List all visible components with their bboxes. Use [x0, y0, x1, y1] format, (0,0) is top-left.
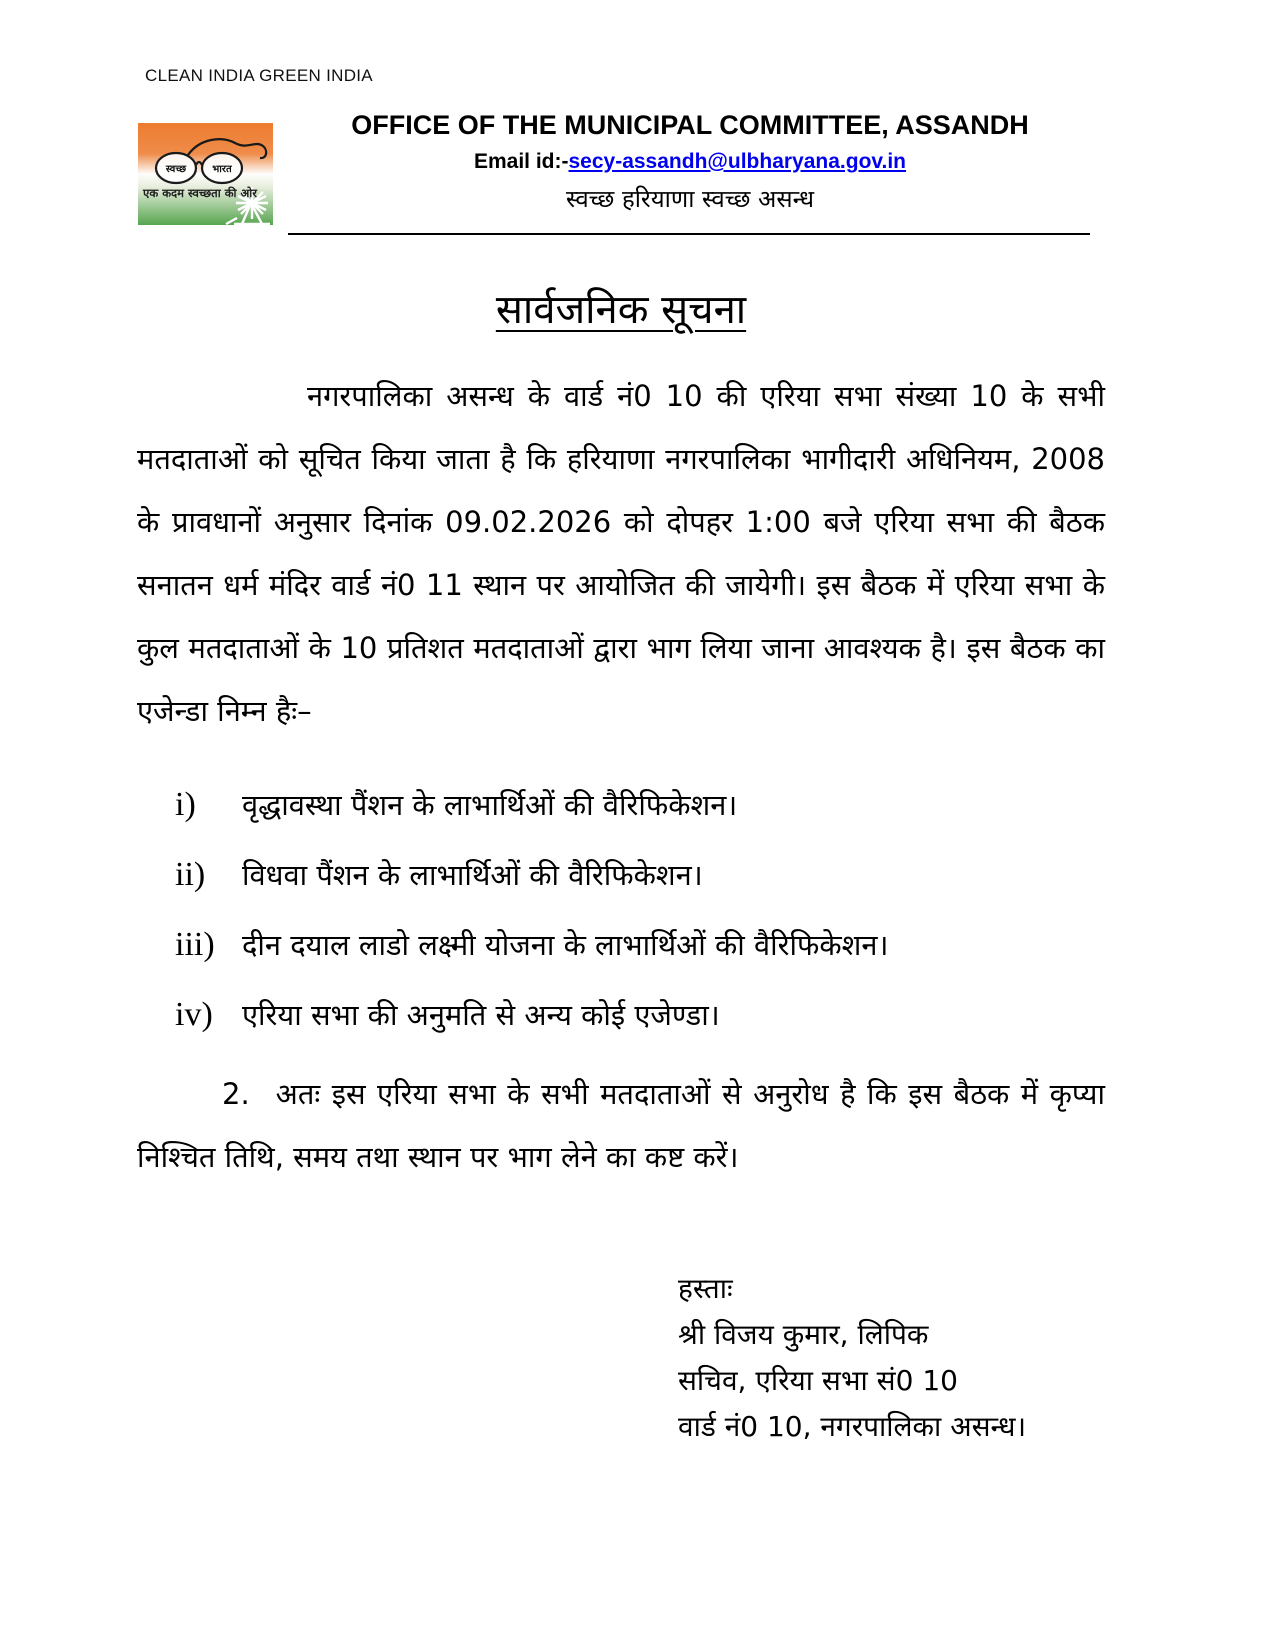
signature-line: हस्ताः	[678, 1272, 733, 1305]
swachh-bharat-logo	[138, 123, 273, 225]
clean-india-tagline: CLEAN INDIA GREEN INDIA	[145, 66, 373, 85]
agenda-marker: ii)	[175, 856, 206, 893]
email-link[interactable]: secy-assandh@ulbharyana.gov.in	[568, 150, 907, 173]
signature-block	[678, 1266, 1026, 1450]
office-title: OFFICE OF THE MUNICIPAL COMMITTEE, ASSANDH	[351, 110, 1029, 140]
agenda-text: एरिया सभा की अनुमति से अन्य कोई एजेण्डा।	[242, 998, 720, 1032]
agenda-marker: iv)	[175, 996, 213, 1033]
glasses-bridge	[196, 162, 202, 165]
logo-caption: एक कदम स्वच्छता की ओर	[143, 186, 257, 200]
signature-line: सचिव, एरिया सभा सं0 10	[678, 1364, 958, 1397]
notice-paragraph-1: नगरपालिका असन्ध के वार्ड नं0 10 की एरिया सभा संख्या 10 के सभी मतदाताओं को सूचित किया जाता है कि हरियाणा नगरपालिका भागीदारी अधिनियम, 2008 के प्रावधानों अनुसार दिनांक 09.02.2026 को दोपहर 1:00 बजे एरिया सभा की बैठक सनातन धर्म मंदिर वार्ड नं0 11 स्थान पर आयोजित की जायेगी। इस बैठक में एरिया सभा के कुल मतदाताओं के 10 प्रतिशत मतदाताओं द्वारा भाग लिया जाना आवश्यक है। इस बैठक का एजेन्डा निम्न हैः–	[137, 379, 1105, 728]
agenda-text: विधवा पैंशन के लाभार्थिओं की वैरिफिकेशन।	[242, 858, 703, 892]
signature-line: श्री विजय कुमार, लिपिक	[678, 1318, 929, 1351]
gandhi-glasses-icon	[138, 123, 273, 225]
agenda-item	[137, 853, 1105, 897]
closing-request-text: अतः इस एरिया सभा के सभी मतदाताओं से अनुरोध है कि इस बैठक में कृप्या निश्चित तिथि, समय तथा स्थान पर भाग लेने का कष्ट करें।	[137, 1077, 1105, 1174]
email-line	[290, 150, 1090, 174]
agenda-item	[137, 783, 1105, 827]
agenda-text: दीन दयाल लाडो लक्ष्मी योजना के लाभार्थिओं की वैरिफिकेशन।	[242, 928, 889, 962]
agenda-text: वृद्धावस्था पैंशन के लाभार्थिओं की वैरिफिकेशन।	[242, 788, 738, 822]
agenda-item	[137, 993, 1105, 1037]
agenda-marker: iii)	[175, 926, 215, 963]
paragraph-number: 2.	[222, 1077, 250, 1111]
email-label: Email id:-	[473, 150, 569, 173]
agenda-marker: i)	[175, 786, 196, 823]
signature-line: वार्ड नं0 10, नगरपालिका असन्ध।	[678, 1410, 1027, 1443]
letterhead	[290, 110, 1090, 215]
lens-right-label: भारत	[212, 164, 232, 175]
notice-title: सार्वजनिक सूचना	[495, 287, 747, 333]
lens-left-label: स्वच्छ	[165, 164, 187, 175]
agenda-list	[137, 783, 1105, 1037]
notice-paragraph-2	[137, 1063, 1105, 1189]
notice-body	[137, 272, 1105, 1189]
hindi-subtitle: स्वच्छ हरियाणा स्वच्छ असन्ध	[565, 185, 814, 213]
header-divider	[288, 233, 1090, 235]
agenda-item	[137, 923, 1105, 967]
